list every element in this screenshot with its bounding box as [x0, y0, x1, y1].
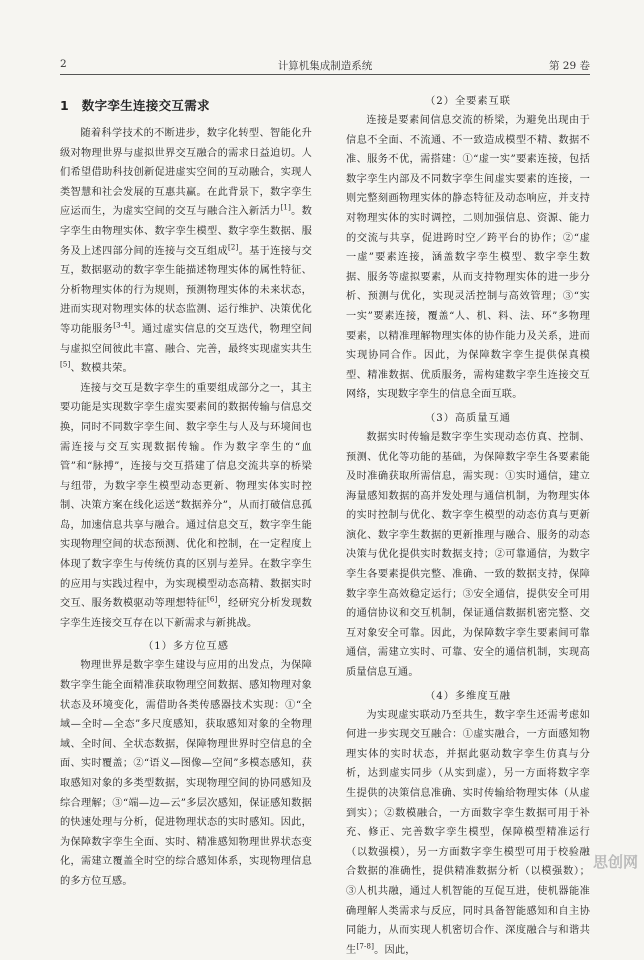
citation[interactable]: [2] [227, 243, 239, 252]
paragraph-sensing: 物理世界是数字孪生建设与应用的出发点，为保障数字孪生能全面精准获取物理空间数据、感知物理对象状态及环境变化，需借助各类传感器技术实现：①“全域—全时—全态”多尺度感知，获取感知对象的全物理域、全时间、全状态数据，保障物理世界时空信息的全面、实时覆盖；②“语义—图像—空间”多模态感知，获取感知对象的多类型数据，实现物理空间的协同感知及综合理解；③“端—边—云”多层次感知，保证感知数据的快速处理与分析，促进物理状态的实时感知。因此，为保障数字孪生全面、实时、精准感知物理世界状态变化，需建立覆盖全时空的综合感知体系，实现物理信息的多方位互感。 [60, 660, 312, 887]
paragraph-communication: 数据实时传输是数字孪生实现动态仿真、控制、预测、优化等功能的基础，为保障数字孪生各要素能及时准确获取所需信息，需实现：①实时通信，建立海量感知数据的高并发处理与通信机制，为物理实体的实时控制与优化、数字孪生模型的动态仿真与更新演化、数字孪生数据的更新推理与融合、服务的动态决策与优化提供实时数据支持；②可靠通信，为数字孪生各要素提供完整、准确、一致的数据支持，保障数字孪生高效稳定运行；③安全通信，提供安全可用的通信协议和交互机制，保证通信数据机密完整、交互对象安全可靠。因此，为保障数字孪生要素间可靠通信，需建立实时、可靠、安全的通信机制，实现高质量信息互通。 [346, 431, 590, 679]
paragraph-intro: 随着科学技术的不断进步，数字化转型、智能化升级对物理世界与虚拟世界交互融合的需求日益迫切。人们希望借助科技创新促进虚实空间的互动融合，实现人类智慧和社会发展的互惠共赢。在此背景下，数字孪生应运而生，为虚实空间的交互与融合注入新活力[1]。数字孪生由物理实体、数字孪生模型、数字孪生数据、服务及上述四部分间的连接与交互组成[2]。基于连接与交互，数据驱动的数字孪生能描述物理实体的属性特征、分析物理实体的行为规则，预测物理实体的未来状态，进而实现对物理实体的状态监测、运行维护、决策优化等功能服务[3-4]。通过虚实信息的交互迭代，物理空间与虚拟空间彼此丰富、融合、完善，最终实现虚实共生[5]、数模共荣。 [60, 128, 313, 375]
citation[interactable]: [6] [206, 595, 218, 604]
subsection-title: （2）全要素互联 [425, 96, 511, 107]
volume-label: 第 29 卷 [548, 60, 590, 72]
paragraph-fusion: 为实现虚实联动乃至共生，数字孪生还需考虑如何进一步实现交互融合：①虚实融合，一方面感知物理实体的实时状态，并据此驱动数字孪生仿真与分析，达到虚实同步（从实到虚），另一方面将数字孪生提供的决策信息准确、实时传输给物理实体（从虚到实）；②数模融合，一方面数字孪生数据可用于补充、修正、完善数字孪生模型，保障模型精准运行（以数强模），另一方面数字孪生模型可用于校验融合数据的准确性，提供精准数据分析（以模强数）；③人机共融，通过人机智能的互促互进，使机器能准确理解人类需求与反应，同时具备智能感知和自主协同能力，从而实现人机密切合作、深度融合与和谐共生[7-8]。因此， [346, 709, 590, 956]
paragraph-connection: 连接与交互是数字孪生的重要组成部分之一，其主要功能是实现数字孪生虚实要素间的数据传输与信息交换，同时不同数字孪生间、数字孪生与人及与环境间也需连接与交互实现数据传输。作为数字孪生的“血管”和“脉搏”，连接与交互搭建了信息交流共享的桥梁与纽带，为数字孪生模型动态更新、物理实体实时控制、决策方案在线化运送“数据养分”，从而打破信息孤岛，加速信息共享与融合。通过信息交互，数字孪生能实现物理空间的状态预测、优化和控制，在一定程度上体现了数字孪生与传统仿真的区别与差异。在数字孪生的应用与实践过程中，为实现模型动态高精、数据实时交互、服务数模驱动等理想特征[6]，经研究分析发现数字孪生连接交互存在以下新需求与新挑战。 [60, 382, 312, 629]
right-column [346, 92, 590, 960]
subsection-title: （4）多维度互融 [425, 690, 511, 702]
subsection-title: （1）多方位互感 [143, 641, 229, 653]
subsection-title: （3）高质量互通 [425, 412, 511, 424]
page-number: 2 [60, 58, 67, 70]
journal-name: 计算机集成制造系统 [277, 60, 373, 72]
page-header [60, 58, 590, 75]
left-column [60, 92, 312, 892]
citation[interactable]: [3-4] [113, 321, 131, 330]
section-title: 1 数字孪生连接交互需求 [60, 98, 210, 113]
paragraph-linking: 连接是要素间信息交流的桥梁，为避免出现由于信息不全面、不流通、不一致造成模型不精、数据不准、服务不优，需搭建：①“虚一实”要素连接，包括数字孪生内部及不同数字孪生间虚实要素的连接，一则完整刻画物理实体的静态特征及动态响应，并支持对物理实体的实时调控，二则加强信息、资源、能力的交流与共享，促进跨时空／跨平台的协作；②“虚一虚”要素连接，涵盖数字孪生模型、数字孪生数据、服务等虚拟要素，从而支持物理实体的进一步分析、预测与优化，实现灵活控制与高效管理；③“实一实”要素连接，覆盖“人、机、料、法、环”多物理要素，以精准理解物理实体的协作能力及关系，进而实现协同合作。因此，为保障数字孪生提供保真模型、精准数据、优质服务，需构建数字孪生连接交互网络，实现数字孪生的信息全面互联。 [346, 115, 590, 401]
citation[interactable]: [7-8] [356, 942, 375, 951]
watermark: 思创网 [592, 853, 638, 871]
citation[interactable]: [1] [280, 203, 291, 212]
citation[interactable]: [5] [60, 360, 71, 369]
